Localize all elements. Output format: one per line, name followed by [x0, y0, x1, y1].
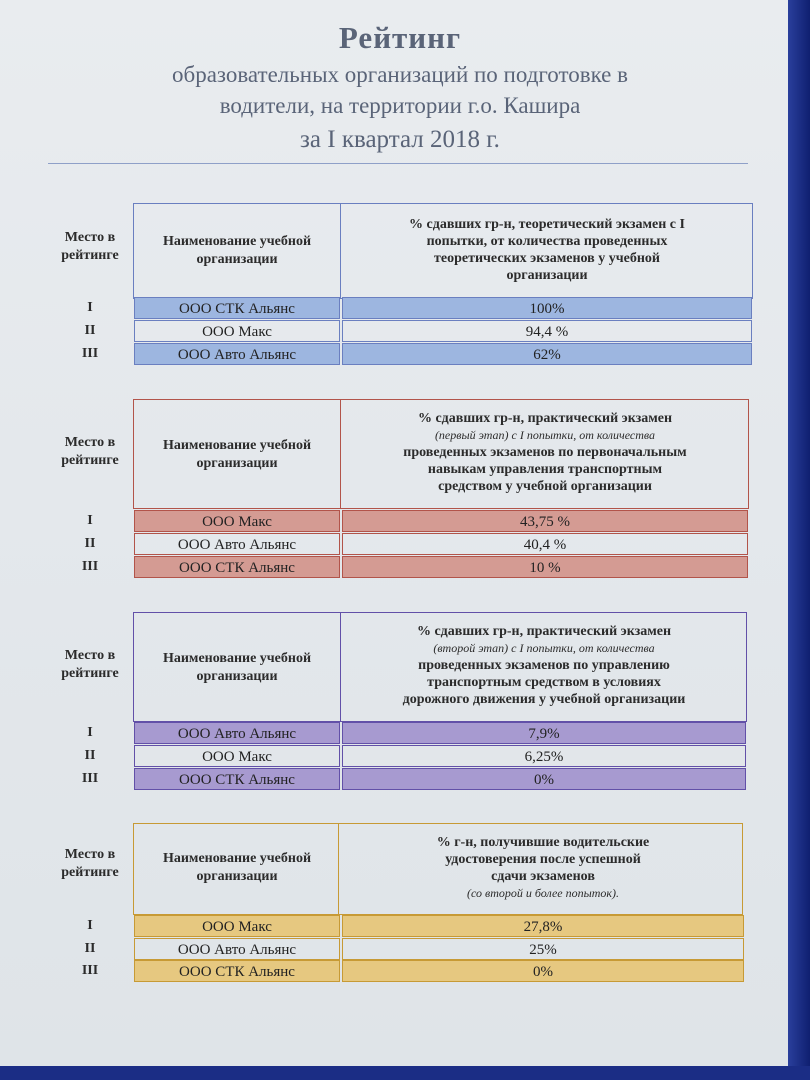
percent-cell: 10 % — [342, 556, 748, 578]
organization-cell: ООО Авто Альянс — [134, 533, 340, 555]
percent-header — [342, 410, 748, 495]
rank-cell: I — [87, 300, 93, 315]
rank-cell: III — [81, 963, 99, 978]
poster-title: Рейтинг — [338, 20, 462, 55]
place-header: Место в рейтинге — [61, 847, 119, 880]
percent-header — [342, 623, 746, 708]
rank-cell: II — [84, 941, 96, 956]
percent-cell: 25% — [342, 938, 744, 960]
organization-cell: ООО СТК Альянс — [134, 297, 340, 319]
percent-header-line: попытки, от количества проведенных — [426, 234, 668, 249]
board-frame-right — [788, 0, 810, 1080]
percent-cell: 6,25% — [342, 745, 746, 767]
percent-header-line: (со второй и более попыток). — [466, 886, 620, 900]
organization-cell: ООО Макс — [134, 320, 340, 342]
organization-cell: ООО Авто Альянс — [134, 722, 340, 744]
percent-cell: 94,4 % — [342, 320, 752, 342]
place-header: Место в рейтинге — [61, 230, 119, 263]
name-header: Наименование учебной организации — [162, 438, 312, 471]
percent-header-line: % сдавших гр-н, теоретический экзамен с I — [409, 217, 685, 232]
percent-header-line: теоретических экзаменов у учебной — [434, 251, 660, 266]
organization-cell: ООО СТК Альянс — [134, 960, 340, 982]
poster-subtitle-line-2: водители, на территории г.о. Кашира — [219, 93, 581, 118]
rank-cell: I — [87, 918, 93, 933]
percent-header-line: транспортным средством в условиях — [427, 675, 661, 690]
place-header: Место в рейтинге — [61, 648, 119, 681]
percent-header — [342, 834, 744, 902]
title-divider — [48, 163, 748, 164]
organization-cell: ООО Авто Альянс — [134, 938, 340, 960]
rank-cell: II — [84, 748, 96, 763]
table-header-divider — [340, 203, 341, 299]
percent-header-line: % г-н, получившие водительские — [436, 835, 650, 850]
table-header-divider — [340, 399, 341, 509]
rank-cell: II — [84, 536, 96, 551]
poster-period: за I квартал 2018 г. — [300, 126, 500, 153]
organization-cell: ООО Макс — [134, 915, 340, 937]
percent-cell: 40,4 % — [342, 533, 748, 555]
table-header-divider — [340, 612, 341, 722]
rank-cell: I — [87, 725, 93, 740]
percent-cell: 27,8% — [342, 915, 744, 937]
percent-cell: 0% — [342, 768, 746, 790]
board-frame-bottom — [0, 1066, 810, 1080]
rank-cell: II — [84, 323, 96, 338]
percent-header-line: проведенных экзаменов по первоначальным — [403, 445, 687, 460]
rank-cell: I — [87, 513, 93, 528]
percent-cell: 62% — [342, 343, 752, 365]
percent-header-line: удостоверения после успешной — [445, 852, 641, 867]
place-header: Место в рейтинге — [61, 435, 119, 468]
name-header: Наименование учебной организации — [162, 651, 312, 684]
percent-header-line: навыкам управления транспортным — [427, 462, 663, 477]
poster-subtitle-line-1: образовательных организаций по подготовке в — [172, 62, 628, 87]
organization-cell: ООО Авто Альянс — [134, 343, 340, 365]
percent-header-line: (второй этап) с I попытки, от количества — [433, 641, 655, 655]
percent-header-line: (первый этап) с I попытки, от количества — [434, 428, 656, 442]
percent-header — [342, 216, 752, 284]
name-header: Наименование учебной организации — [162, 851, 312, 884]
percent-header-line: % сдавших гр-н, практический экзамен — [416, 624, 672, 639]
percent-header-line: проведенных экзаменов по управлению — [418, 658, 670, 673]
percent-cell: 100% — [342, 297, 752, 319]
organization-cell: ООО СТК Альянс — [134, 768, 340, 790]
percent-header-line: организации — [506, 268, 588, 283]
percent-header-line: сдачи экзаменов — [491, 869, 595, 884]
name-header: Наименование учебной организации — [162, 234, 312, 267]
percent-cell: 0% — [342, 960, 744, 982]
rank-cell: III — [81, 346, 99, 361]
rank-cell: III — [81, 771, 99, 786]
percent-header-line: средством у учебной организации — [438, 479, 652, 494]
organization-cell: ООО Макс — [134, 745, 340, 767]
percent-header-line: % сдавших гр-н, практический экзамен — [417, 411, 673, 426]
percent-cell: 43,75 % — [342, 510, 748, 532]
rank-cell: III — [81, 559, 99, 574]
organization-cell: ООО СТК Альянс — [134, 556, 340, 578]
percent-header-line: дорожного движения у учебной организации — [402, 692, 686, 707]
percent-cell: 7,9% — [342, 722, 746, 744]
organization-cell: ООО Макс — [134, 510, 340, 532]
